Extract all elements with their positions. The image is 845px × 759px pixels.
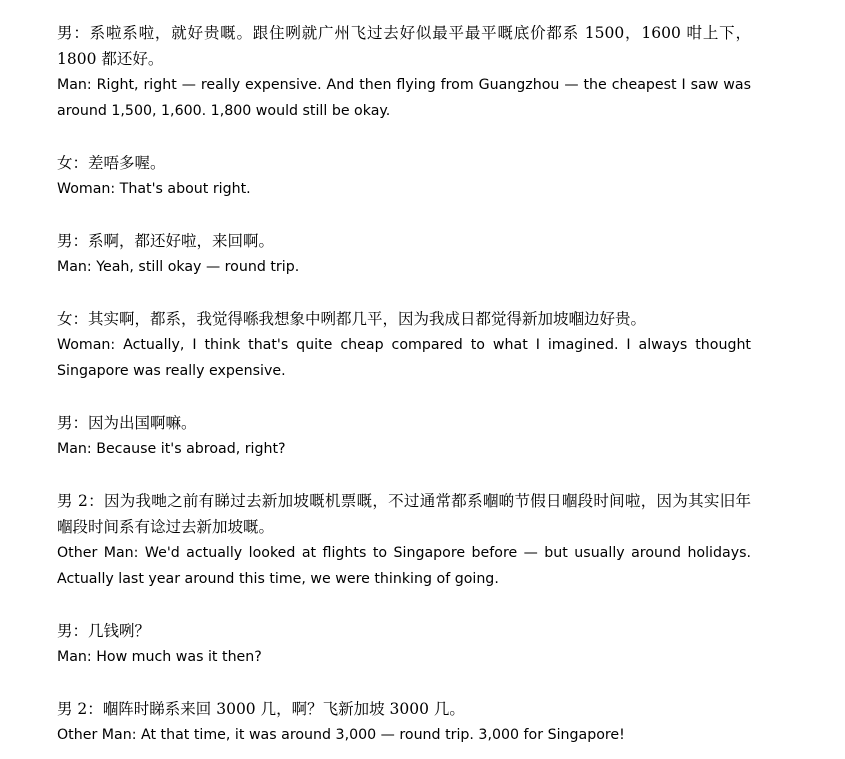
english-translation: Other Man: We'd actually looked at flights to Singapore before — but usually around holidays. Actually last year around this time, we were thinking of going.	[57, 545, 751, 587]
english-translation: Man: Right, right — really expensive. And then flying from Guangzhou — the cheapest I saw was around 1,500, 1,600. 1,800 would still be okay.	[57, 77, 751, 119]
chinese-line: 男：因为出国啊嘛。	[57, 414, 197, 432]
chinese-line: 女：差唔多喔。	[57, 154, 166, 172]
dialogue-block-7	[57, 618, 751, 670]
english-translation: Man: Yeah, still okay — round trip.	[57, 259, 300, 275]
dialogue-block-5	[57, 410, 751, 462]
english-translation: Woman: Actually, I think that's quite cheap compared to what I imagined. I always thought Singapore was really expensive.	[57, 337, 751, 379]
dialogue-block-2	[57, 150, 751, 202]
english-translation: Man: Because it's abroad, right?	[57, 441, 286, 457]
english-translation: Man: How much was it then?	[57, 649, 262, 665]
dialogue-block-4	[57, 306, 751, 384]
dialogue-block-3	[57, 228, 751, 280]
chinese-line: 男：系啊，都还好啦，来回啊。	[57, 232, 275, 250]
chinese-line: 女：其实啊，都系，我觉得喺我想象中咧都几平，因为我成日都觉得新加坡嗰边好贵。	[57, 310, 647, 328]
chinese-line: 男 2：嗰阵时睇系来回 3000 几，啊？飞新加坡 3000 几。	[57, 700, 465, 718]
dialogue-block-1	[57, 20, 751, 124]
dialogue-block-6	[57, 488, 751, 592]
dialogue-block-8	[57, 696, 751, 748]
english-translation: Other Man: At that time, it was around 3,000 — round trip. 3,000 for Singapore!	[57, 727, 625, 743]
english-translation: Woman: That's about right.	[57, 181, 251, 197]
transcript-document	[57, 20, 751, 748]
chinese-line: 男 2：因为我哋之前有睇过去新加坡嘅机票嘅，不过通常都系嗰啲节假日嗰段时间啦，因为其实旧年嗰段时间系有谂过去新加坡嘅。	[57, 492, 751, 536]
chinese-line: 男：系啦系啦，就好贵嘅。跟住咧就广州飞过去好似最平最平嘅底价都系 1500，1600 咁上下，1800 都还好。	[57, 24, 751, 68]
chinese-line: 男：几钱咧？	[57, 622, 151, 640]
